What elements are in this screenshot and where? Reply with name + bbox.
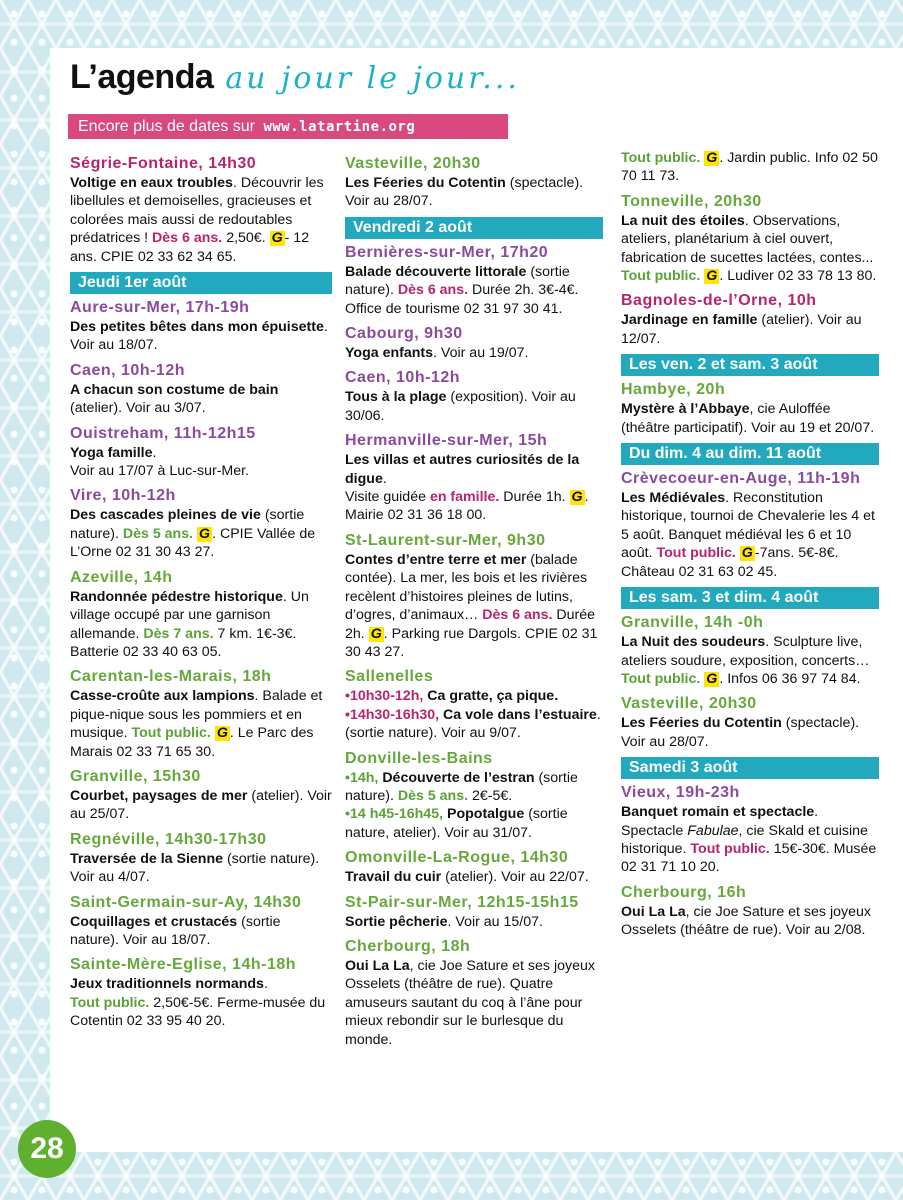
event-segrie: Ségrie-Fontaine, 14h30 Voltige en eaux troubles. Découvrir les libellules et demoiselles, gracieuses et colorées mais aussi de redoutables prédatrices ! Dès 6 ans. 2,50€. G - 12 ans. CPIE 02 33 62 34 65.: [70, 154, 332, 266]
event-tag: Tout public.: [656, 545, 736, 562]
event-cabourg: [345, 324, 603, 362]
event-desc: (balade contée).: [345, 551, 578, 587]
event-info: 15€-30€. Musée 02 31 71 10 20.: [621, 840, 877, 876]
event-title: La Nuit des soudeurs: [621, 634, 766, 651]
day-header: Du dim. 4 au dim. 11 août: [621, 443, 879, 465]
event-desc: (sortie nature).: [345, 263, 570, 299]
event-title: Casse-croûte aux lampions: [70, 688, 255, 705]
event-tag: Tout public.: [621, 268, 701, 285]
event-bagnoles: [621, 291, 879, 348]
day-header: Samedi 3 août: [621, 757, 879, 779]
event-tonneville: [621, 192, 879, 286]
event-desc: Sculpture live, ateliers soudure, exposition, concerts…: [621, 634, 870, 669]
title-main: L’agenda: [70, 58, 214, 96]
free-icon: G: [741, 545, 753, 562]
event-punct: .: [254, 688, 259, 705]
event-vasteville2: [621, 694, 879, 751]
event-hermanville: [345, 431, 603, 525]
event-title: Yoga enfants: [345, 345, 434, 362]
event-tag: en famille.: [429, 489, 500, 506]
event-place: Donville-les-Bains: [345, 749, 493, 767]
event-time: •14h30-16h30,: [345, 706, 440, 723]
event-place: Cherbourg, 18h: [345, 937, 471, 955]
event-title: Banquet romain et spectacle: [621, 804, 815, 821]
column-2: [345, 154, 603, 1055]
event-place: Azeville, 14h: [70, 568, 173, 586]
event-punct: .: [382, 470, 387, 487]
event-title: Les Féeries du Cotentin: [621, 715, 782, 732]
event-info: (atelier). Voir au 12/07.: [621, 312, 862, 347]
event-info: (atelier). Voir au 3/07.: [70, 400, 206, 417]
event-desc: Reconstitution historique, tournoi de Chevalerie les 4 et 5 août. Banquet médiéval les 6 et 10 août.: [621, 490, 875, 562]
event-caen1: [70, 361, 332, 418]
event-info: (atelier). Voir au 22/07.: [445, 869, 589, 886]
event-sallenelles: [345, 667, 603, 742]
event-time: •14h,: [345, 769, 379, 786]
event-place: Sainte-Mère-Eglise, 14h-18h: [70, 956, 297, 974]
event-tag: Tout public.: [70, 994, 150, 1011]
event-place: Saint-Germain-sur-Ay, 14h30: [70, 893, 302, 911]
event-caen2: [345, 368, 603, 425]
event-place: Tonneville, 20h30: [621, 192, 762, 210]
event-desc: Spectacle: [621, 822, 684, 839]
event-tag: Dès 6 ans.: [482, 607, 553, 624]
event-info: 2,50€.: [226, 230, 266, 247]
event-title: Voltige en eaux troubles: [70, 175, 233, 191]
event-info: -7ans. 5€-8€. Château 02 31 63 02 45.: [621, 545, 839, 580]
event-saint-germain: [70, 893, 332, 950]
event-bernieres: [345, 243, 603, 318]
event-place: Carentan-les-Marais, 18h: [70, 668, 272, 686]
event-title: Balade découverte littorale: [345, 263, 527, 280]
free-icon: G: [216, 725, 228, 742]
event-place: Caen, 10h-12h: [70, 361, 185, 379]
event-title: Coquillages et crustacés: [70, 913, 238, 930]
event-place: Cherbourg, 16h: [621, 883, 747, 901]
event-place: Vasteville, 20h30: [345, 155, 481, 172]
event-punct: .: [152, 444, 157, 461]
website-banner: [68, 114, 508, 139]
event-tag: Dès 7 ans.: [143, 625, 214, 642]
event-place: Cabourg, 9h30: [345, 325, 463, 343]
event-place: Bernières-sur-Mer, 17h20: [345, 243, 549, 261]
event-desc: (sortie nature).: [345, 769, 578, 804]
event-punct: .: [596, 706, 601, 723]
event-tag: Dès 6 ans.: [152, 230, 223, 247]
event-place: Vasteville, 20h30: [621, 695, 757, 713]
day-header: Vendredi 2 août: [345, 217, 603, 239]
day-header: Les sam. 3 et dim. 4 août: [621, 587, 879, 609]
day-header: Jeudi 1er août: [70, 272, 332, 294]
event-place: Granville, 15h30: [70, 767, 201, 785]
event-info: . Voir au 19/07.: [433, 345, 529, 362]
event-desc: Un village occupé par une garnison allemande.: [70, 588, 309, 642]
event-title: Oui La La: [345, 957, 410, 974]
event-info: (sortie nature, atelier). Voir au 31/07.: [345, 806, 568, 841]
event-title: Travail du cuir: [345, 869, 442, 886]
event-tag: Tout public.: [621, 670, 701, 687]
banner-text: Encore plus de dates sur: [78, 118, 255, 135]
event-desc: Observations, ateliers, planétarium à ciel ouvert, fabrication de sucettes lactées, contes...: [621, 212, 874, 266]
free-icon: G: [706, 268, 718, 285]
event-title: Jeux traditionnels normands: [70, 976, 264, 993]
event-tag: Dès 6 ans.: [397, 282, 469, 299]
event-info: . Ludiver 02 33 78 13 80.: [719, 268, 877, 285]
event-title: Ca gratte, ça pique.: [427, 688, 559, 705]
event-hambye: [621, 380, 879, 437]
event-info: (atelier). Voir au 25/07.: [70, 787, 332, 823]
event-place: Hambye, 20h: [621, 381, 726, 399]
event-punct: .: [814, 804, 819, 821]
page-title: [70, 58, 520, 100]
event-time: •14 h45-16h45,: [345, 806, 444, 823]
event-title: Yoga famille: [70, 444, 153, 461]
free-icon: G: [706, 670, 718, 687]
free-icon: G: [706, 150, 718, 166]
event-place: Caen, 10h-12h: [345, 369, 460, 387]
event-desc: Visite guidée: [345, 489, 426, 506]
event-punct: .: [765, 634, 770, 651]
event-cherbourg2: [621, 883, 879, 940]
event-title: Oui La La: [621, 903, 686, 920]
event-regneville: [70, 830, 332, 887]
event-desc: , cie Skald et cuisine historique.: [621, 822, 868, 857]
event-place: Ségrie-Fontaine, 14h30: [70, 155, 257, 172]
event-vieux: [621, 783, 879, 877]
event-title: Contes d’entre terre et mer: [345, 551, 527, 568]
event-info: , cie Auloffée (théâtre participatif). Voir au 19 et 20/07.: [621, 401, 875, 436]
page-number-badge: 28: [18, 1120, 76, 1178]
event-info: Voir au 17/07 à Luc-sur-Mer.: [70, 463, 250, 480]
event-info: . Parking rue Dargols. CPIE 02 31 30 43 27.: [345, 625, 598, 660]
event-place: Bagnoles-de-l’Orne, 10h: [621, 292, 817, 310]
event-info: 7 km. 1€-3€. Batterie 02 33 40 63 05.: [70, 625, 297, 660]
event-vire: [70, 486, 332, 561]
event-title: Tous à la plage: [345, 389, 447, 406]
event-st-laurent: [345, 531, 603, 661]
free-icon: G: [571, 489, 583, 506]
event-place: Hermanville-sur-Mer, 15h: [345, 432, 548, 450]
event-info: . Voir au 18/07.: [70, 319, 328, 354]
event-tag: Dès 5 ans.: [397, 787, 469, 804]
event-aure: [70, 298, 332, 355]
event-place: Vieux, 19h-23h: [621, 784, 740, 802]
event-time: •10h30-12h,: [345, 688, 424, 705]
event-place: Crèvecoeur-en-Auge, 11h-19h: [621, 470, 861, 488]
event-title: A chacun son costume de bain: [70, 381, 279, 398]
event-crevecoeur: [621, 469, 879, 581]
event-punct: .: [725, 490, 730, 507]
event-place: Omonville-La-Rogue, 14h30: [345, 849, 569, 867]
event-place: Vire, 10h-12h: [70, 487, 176, 505]
event-desc: Découvrir les libellules et demoiselles, gracieuses et colorées mais aussi de redoutables prédatrices !: [70, 175, 324, 247]
event-info: . Voir au 15/07.: [447, 913, 543, 930]
event-place: Ouistreham, 11h-12h15: [70, 424, 256, 442]
event-info: 2€-5€.: [472, 787, 513, 804]
event-info: . CPIE Vallée de L’Orne 02 31 30 43 27.: [70, 525, 316, 561]
free-icon: G: [271, 230, 283, 247]
event-sainte-mere: [70, 955, 332, 1030]
event-title: Ca vole dans l’estuaire: [443, 706, 597, 723]
event-granville2: [621, 613, 879, 688]
event-info: Durée 2h.: [345, 607, 596, 642]
event-vasteville1: [345, 154, 603, 211]
event-info: . Infos 06 36 97 74 84.: [719, 670, 861, 687]
event-omonville: [345, 848, 603, 886]
event-place: Regnéville, 14h30-17h30: [70, 830, 267, 848]
event-title: La nuit des étoiles: [621, 212, 745, 229]
event-info: 2,50€-5€. Ferme-musée du Cotentin 02 33 95 40 20.: [70, 994, 326, 1030]
event-title: Des petites bêtes dans mon épuisette: [70, 319, 324, 336]
event-show-name: Fabulae: [687, 822, 739, 839]
event-info: , cie Joe Sature et ses joyeux Osselets (théâtre de rue). Voir au 2/08.: [621, 903, 871, 939]
column-1: [70, 154, 332, 1037]
free-icon: G: [370, 625, 382, 642]
event-ouistreham: [70, 424, 332, 481]
day-header: Les ven. 2 et sam. 3 août: [621, 354, 879, 376]
event-punct: .: [263, 976, 268, 993]
event-title: Traversée de la Sienne: [70, 850, 223, 867]
event-tag: Tout public.: [131, 725, 211, 742]
event-info: - 12 ans. CPIE 02 33 62 34 65.: [70, 230, 310, 265]
event-desc: , cie Joe Sature et ses joyeux Osselets (théâtre de rue). Quatre amuseurs sautant du coq à l’âne pour mieux rebondir sur le burlesque du monde.: [345, 957, 595, 1048]
event-title: Les villas et autres curiosités de la digue: [345, 452, 580, 487]
event-info: (sortie nature). Voir au 18/07.: [70, 913, 281, 948]
event-cherbourg1: [345, 937, 603, 1049]
event-title: Jardinage en famille: [621, 312, 758, 329]
column-3: [621, 149, 879, 946]
title-script: au jour le jour...: [225, 61, 520, 96]
event-info: . Mairie 02 31 36 18 00.: [345, 489, 589, 524]
event-carentan: [70, 667, 332, 761]
event-info: . Jardin public. Info 02 50 70 11 73.: [621, 150, 878, 185]
event-desc: (sortie nature).: [70, 507, 305, 542]
event-donville: [345, 749, 603, 843]
event-info: (spectacle). Voir au 28/07.: [621, 715, 860, 750]
banner-url-link[interactable]: www.latartine.org: [263, 119, 416, 135]
event-punct: .: [744, 212, 749, 229]
event-info: (sortie nature). Voir au 4/07.: [70, 850, 320, 886]
event-title: Randonnée pédestre historique: [70, 588, 283, 605]
event-desc: Balade et pique-nique sous les pommiers et en musique.: [70, 688, 323, 742]
event-title: Découverte de l’estran: [382, 769, 535, 786]
event-info: (sortie nature). Voir au 9/07.: [345, 725, 521, 742]
event-tag: Tout public.: [621, 150, 701, 166]
event-title: Popotalgue: [446, 806, 525, 823]
free-icon: G: [199, 525, 211, 542]
event-place: Granville, 14h -0h: [621, 614, 764, 632]
event-place: St-Pair-sur-Mer, 12h15-15h15: [345, 893, 579, 911]
event-title: Les Médiévales: [621, 490, 726, 507]
event-info: (exposition). Voir au 30/06.: [345, 389, 576, 424]
event-title: Courbet, paysages de mer: [70, 787, 248, 804]
event-info: . Le Parc des Marais 02 33 71 65 30.: [70, 725, 314, 760]
event-st-pair: [345, 893, 603, 931]
event-title: Les Féeries du Cotentin: [345, 175, 506, 191]
event-place: Sallenelles: [345, 668, 434, 686]
event-place: St-Laurent-sur-Mer, 9h30: [345, 531, 546, 549]
event-punct: .: [282, 588, 287, 605]
event-cherbourg1-continued: [621, 149, 879, 186]
event-tag: Dès 5 ans.: [122, 525, 194, 542]
event-info: Durée 1h.: [503, 489, 566, 506]
event-info: Durée 2h. 3€-4€. Office de tourisme 02 31 97 30 41.: [345, 282, 579, 317]
event-tag: Tout public.: [690, 840, 770, 857]
event-desc: La mer, les bois et les rivières recèlent d’histoires pleines de lutins, d’ogres, d’animaux…: [345, 570, 588, 624]
event-granville1: [70, 767, 332, 824]
event-title: Des cascades pleines de vie: [70, 507, 261, 524]
event-info: (spectacle). Voir au 28/07.: [345, 175, 584, 210]
event-azeville: [70, 568, 332, 662]
event-title: Mystère à l’Abbaye: [621, 401, 750, 418]
event-place: Aure-sur-Mer, 17h-19h: [70, 299, 250, 317]
event-title: Sortie pêcherie: [345, 913, 448, 930]
